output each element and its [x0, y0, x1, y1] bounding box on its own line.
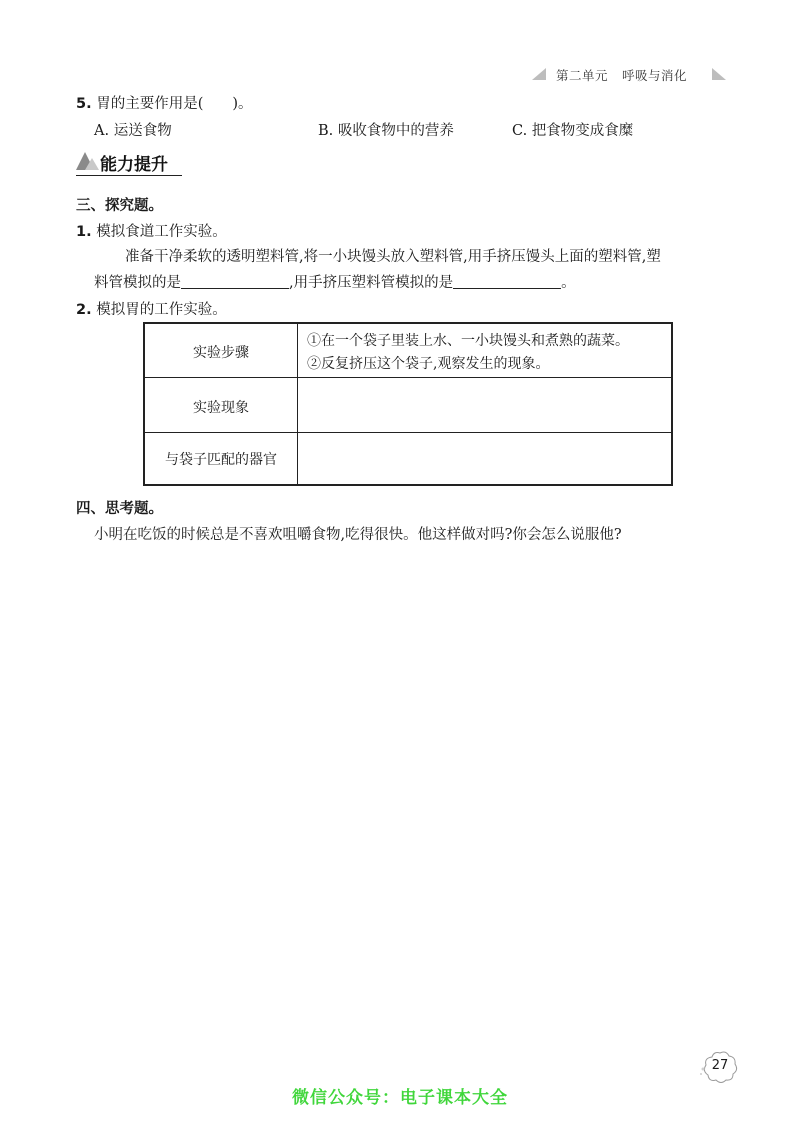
answer-blank-2[interactable]	[453, 272, 561, 289]
experiment-table	[143, 322, 673, 486]
line2-part-a: 料管模拟的是	[94, 275, 181, 291]
question-3-1-number: 1.	[76, 224, 92, 240]
line2-part-c: 。	[561, 275, 576, 291]
step-1-text: ①在一个袋子里装上水、一小块馒头和煮熟的蔬菜。	[307, 333, 629, 349]
option-c: C. 把食物变成食糜	[512, 123, 634, 139]
watermark: 微信公众号：电子课本大全	[292, 1088, 508, 1108]
table-row-steps	[145, 324, 671, 378]
question-3-1	[76, 220, 227, 241]
part4-answer-area[interactable]	[76, 550, 726, 1020]
section-title-underline	[76, 175, 182, 176]
question-3-2-number: 2.	[76, 302, 92, 318]
table-row-organ	[145, 433, 671, 484]
section-title: 能力提升	[100, 155, 168, 175]
question-5-stem: 胃的主要作用是( )。	[96, 96, 253, 112]
mountain-icon	[76, 148, 100, 172]
organ-answer-cell[interactable]	[298, 433, 671, 484]
row-label-organ: 与袋子匹配的器官	[165, 452, 277, 468]
question-3-2-title: 模拟胃的工作实验。	[96, 302, 227, 318]
option-a: A. 运送食物	[94, 123, 172, 139]
question-3-1-line1: 准备干净柔软的透明塑料管,将一小块馒头放入塑料管,用手挤压馒头上面的塑料管,塑	[125, 249, 661, 265]
header-left-triangle-icon	[532, 68, 546, 80]
part4-question: 小明在吃饭的时候总是不喜欢咀嚼食物,吃得很快。他这样做对吗?你会怎么说服他?	[94, 527, 622, 543]
question-3-1-line2	[94, 271, 576, 292]
step-2-text: ②反复挤压这个袋子,观察发生的现象。	[307, 356, 550, 372]
question-5	[76, 92, 253, 113]
option-b: B. 吸收食物中的营养	[318, 123, 454, 139]
table-row-phenomenon	[145, 378, 671, 433]
page-header	[556, 66, 687, 84]
part4-heading: 四、思考题。	[76, 501, 163, 517]
question-5-number: 5.	[76, 96, 92, 112]
row-label-steps: 实验步骤	[193, 345, 249, 361]
header-topic: 呼吸与消化	[622, 68, 688, 83]
header-right-triangle-icon	[712, 68, 726, 80]
answer-blank-1[interactable]	[181, 272, 289, 289]
part3-heading: 三、探究题。	[76, 198, 163, 214]
question-3-1-title: 模拟食道工作实验。	[96, 224, 227, 240]
phenomenon-answer-cell[interactable]	[298, 378, 671, 432]
question-3-2	[76, 298, 227, 319]
row-label-phenomenon: 实验现象	[193, 400, 249, 416]
line2-part-b: ,用手挤压塑料管模拟的是	[289, 275, 454, 291]
page-number: 27	[711, 1058, 729, 1073]
header-unit: 第二单元	[556, 68, 609, 83]
